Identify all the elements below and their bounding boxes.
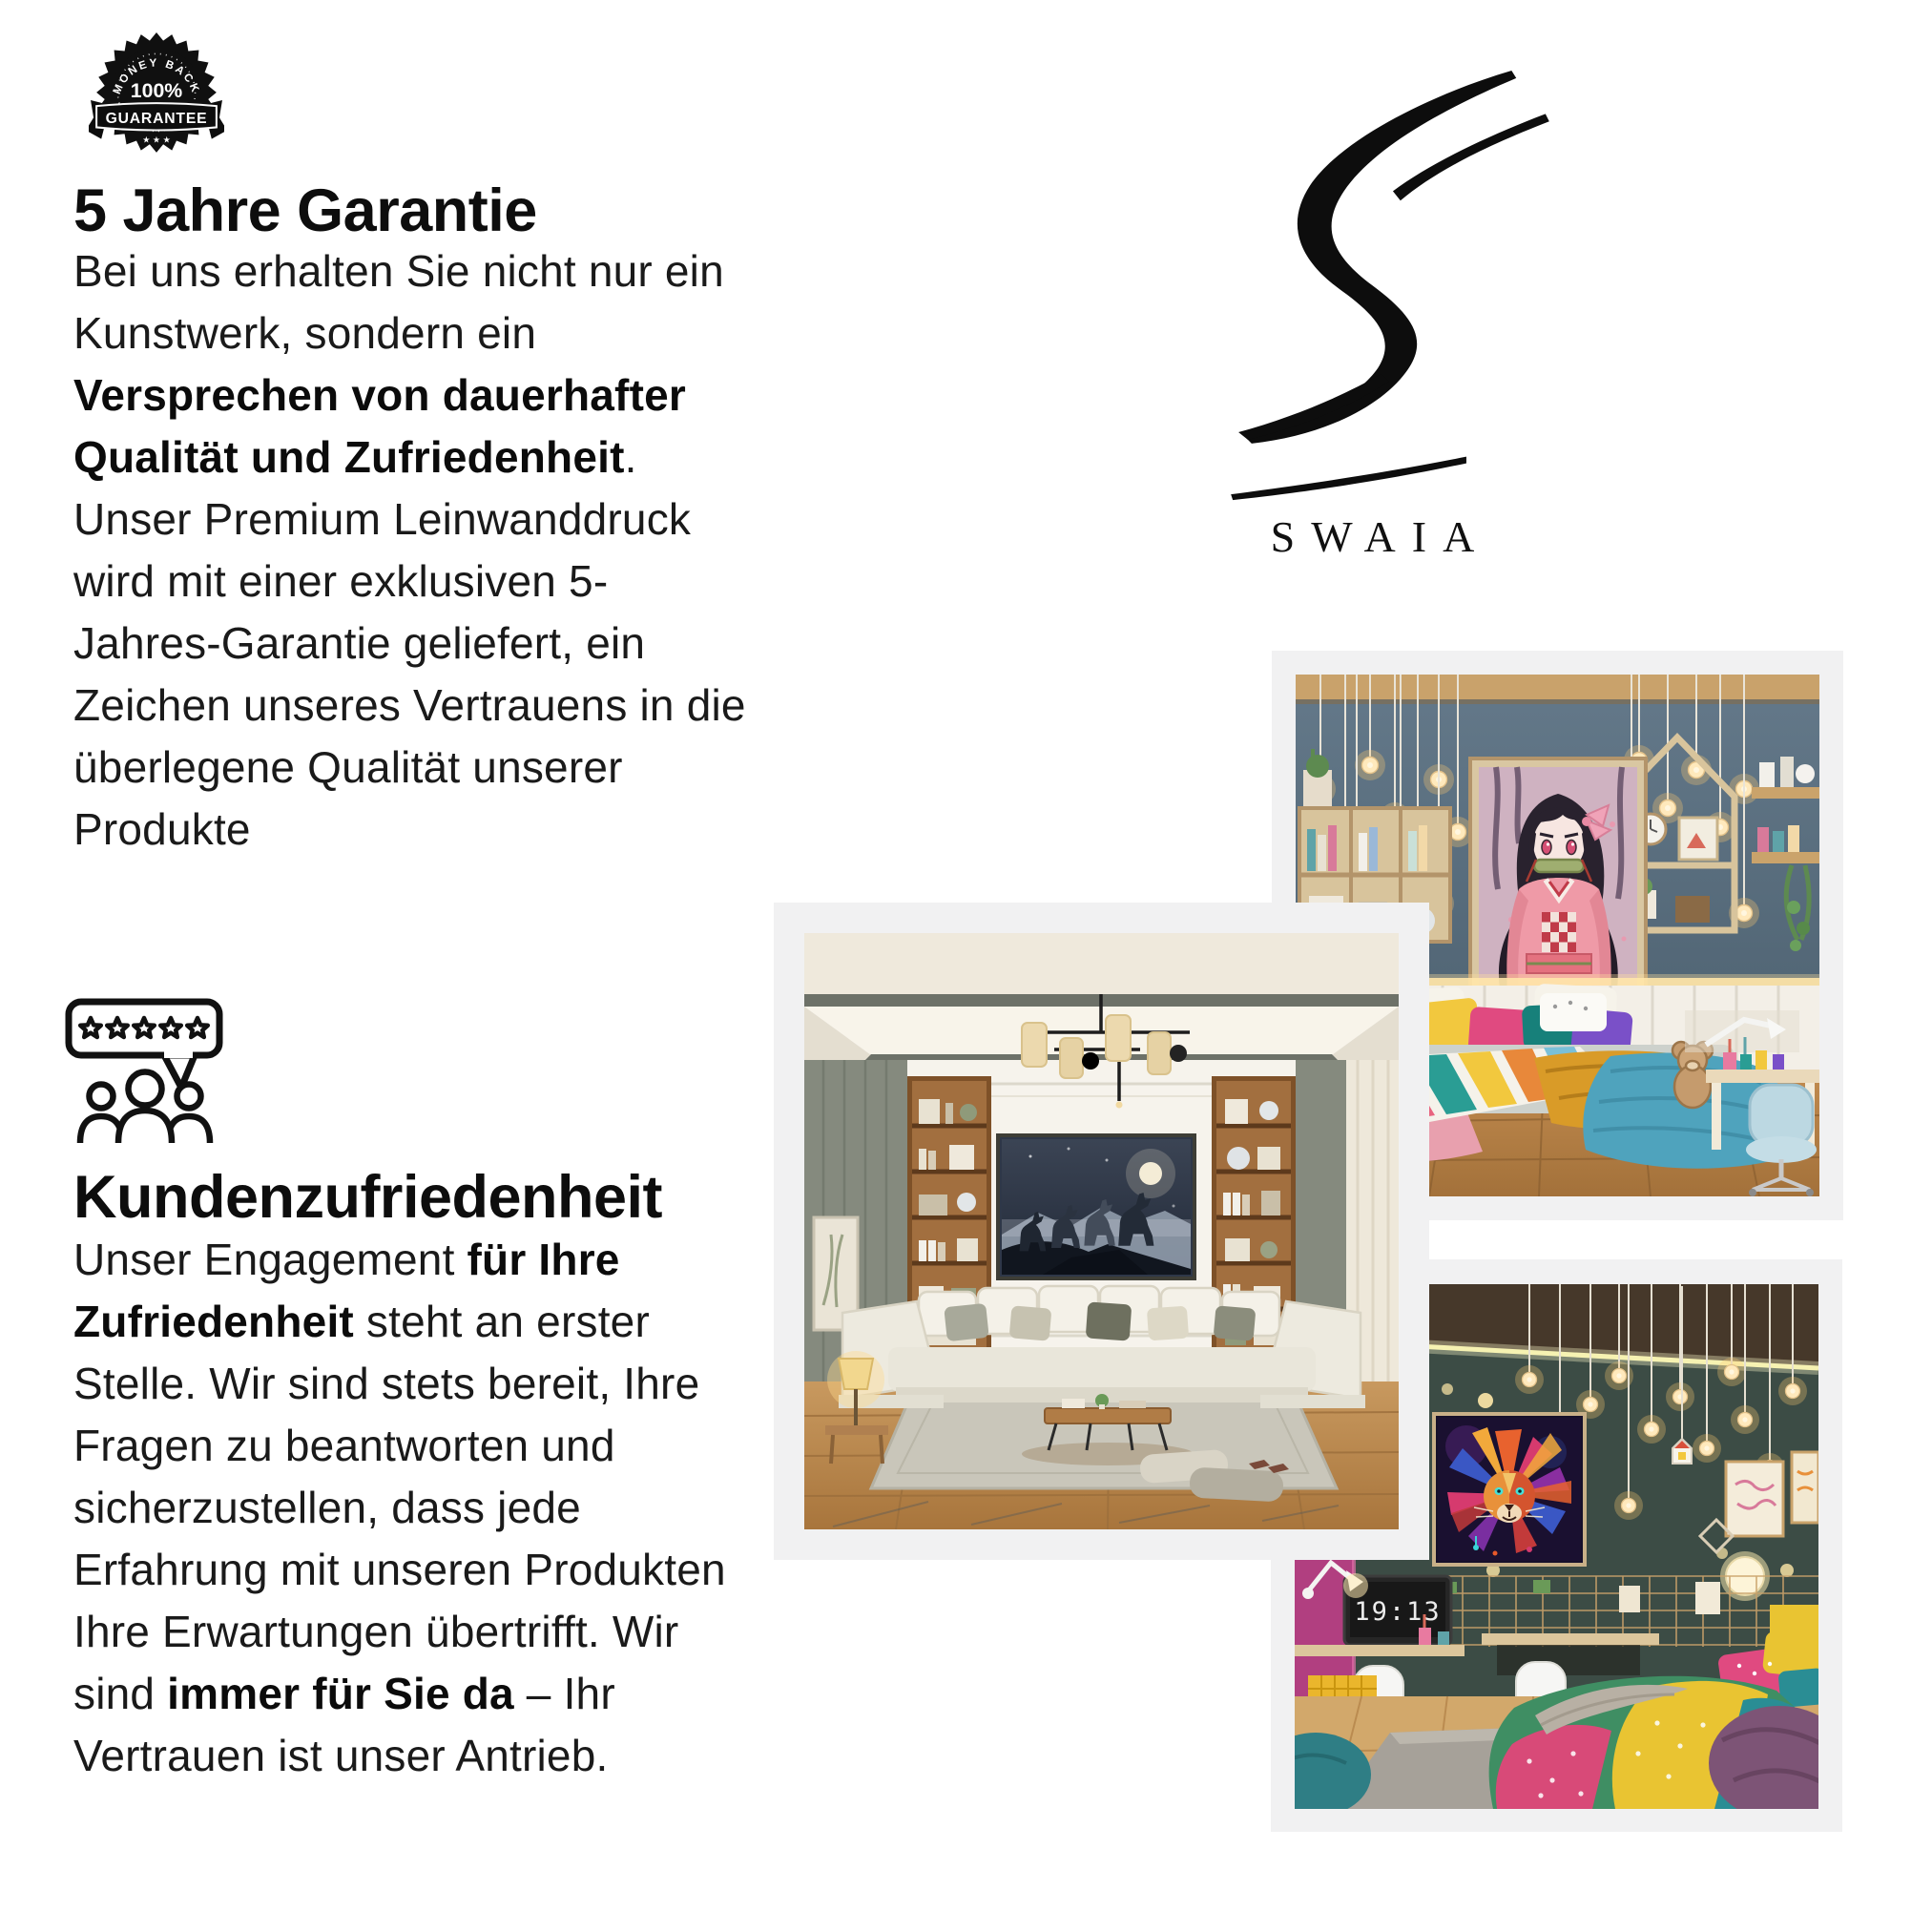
wolves-canvas-artwork: [998, 1135, 1195, 1278]
badge-stars: ★ ★ ★: [142, 135, 171, 145]
money-back-badge-icon: [89, 32, 224, 162]
section-title-kundenzufriedenheit: Kundenzufriedenheit: [73, 1164, 662, 1231]
people-group: [80, 1072, 210, 1144]
photo-card-wolves-livingroom: [774, 903, 1429, 1560]
swaia-wordmark: SWAIA: [1270, 512, 1491, 561]
garantie-paragraph: Bei uns erhalten Sie nicht nur ein Kunstwerk, sondern ein Versprechen von dauerhafter Qualität und Zufriedenheit. Unser Premium Leinwanddruck wird mit einer exklusiven 5-Jahres-Garantie geliefert, ein Zeichen unseres Vertrauens in die überlegene Qualität unserer Produkte: [73, 246, 746, 854]
badge-banner: GUARANTEE: [105, 110, 208, 127]
badge-arc-text: MONEY BACK: [110, 56, 203, 96]
swaia-s-icon: [1229, 69, 1549, 506]
kundenzufriedenheit-paragraph: Unser Engagement für Ihre Zufriedenheit steht an erster Stelle. Wir sind stets bereit, Ihre Fragen zu beantworten und sicherzustellen, dass jede Erfahrung mit unseren Produkten Ihre Erwartungen übertrifft. Wir sind immer für Sie da – Ihr Vertrauen ist unser Antrieb.: [73, 1235, 726, 1780]
wolves-livingroom-photo: [804, 933, 1399, 1529]
section-title-garantie: 5 Jahre Garantie: [73, 177, 537, 244]
lion-canvas-artwork: [1434, 1414, 1585, 1565]
badge-percent: 100%: [130, 79, 183, 102]
five-star-review-icon: [65, 998, 229, 1147]
sectional-sofa: [839, 1286, 1365, 1408]
monitor-time: 19:13: [1354, 1597, 1442, 1627]
